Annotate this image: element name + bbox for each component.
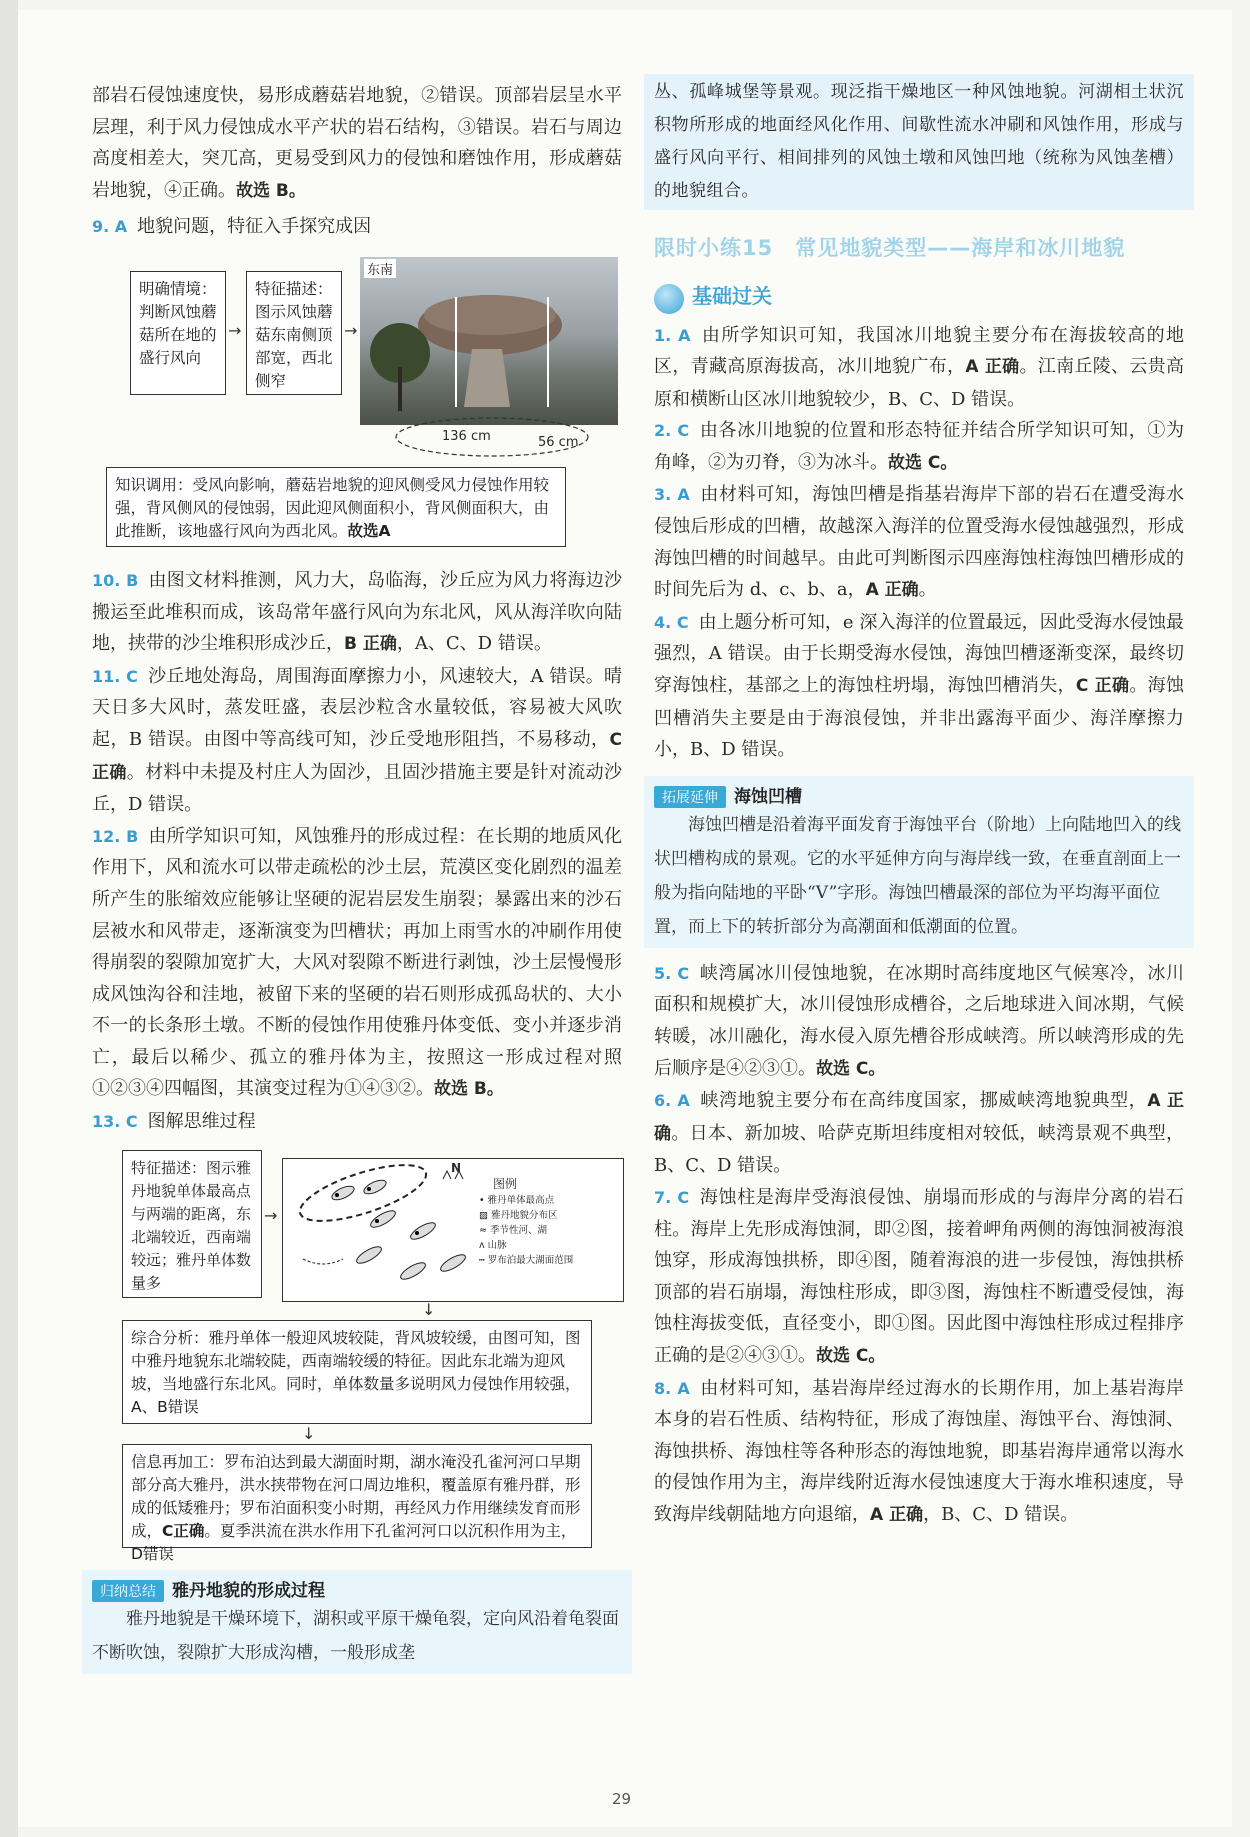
q13-number: 13. C (92, 1112, 138, 1132)
q12: 12. B 由所学知识可知，风蚀雅丹的形成过程：在长期的地质风化作用下，风和流水可以带走疏松的沙土层，荒漠区变化剧烈的温差所产生的胀缩效应能够让坚硬的泥岩层发生崩裂；暴露出来的沙石层被水和风带走，逐渐演变为凹槽状；再加上雨雪水的冲刷作用使得崩裂的裂隙加宽扩大，大风对裂隙不断进行剥蚀，沙土层慢慢形成风蚀沟谷和洼地，被留下来的坚硬的岩石则形成孤岛状的、大小不一的长条形土墩。不断的侵蚀作用使雅丹体变低、变小并逐步消亡，最后以稀少、孤立的雅丹体为主，按照这一形成过程对照①②③④四幅图，其演变过程为①④③②。故选 B。 (92, 825, 622, 1100)
q1: 1. A 由所学知识可知，我国冰川地貌主要分布在海拔较高的地区，青藏高原海拔高，冰川地貌广布，A 正确。江南丘陵、云贵高原和横断山区冰川地貌较少，B、C、D 错误。 (654, 324, 1185, 410)
mushroom-rock-icon (360, 257, 618, 425)
q8: 8. A 由材料可知，基岩海岸经过海水的长期作用，加上基岩海岸本身的岩石性质、结构特征，形成了海蚀崖、海蚀平台、海蚀洞、海蚀拱桥、海蚀柱等各种形态的海蚀地貌，即基岩海岸通常以海水的侵蚀作用为主，海岸线附近海水侵蚀速度大于海水堆积速度，导致海岸线朝陆地方向退缩，A 正确，B、C、D 错误。 (654, 1377, 1184, 1525)
legend-item: ┅ 罗布泊最大湖面范围 (479, 1254, 574, 1266)
summary-text: 雅丹地貌是干燥环境下，湖积或平原干燥龟裂，定向风沿着龟裂面不断吹蚀，裂隙扩大形成沟槽，一般形成垄 (92, 1608, 619, 1663)
q3: 3. A 由材料可知，海蚀凹槽是指基岩海岸下部的岩石在遭受海水侵蚀后形成的凹槽，故越深入海洋的位置受海水侵蚀越强烈，形成海蚀凹槽的时间越早。由此可判断图示四座海蚀柱海蚀凹槽形成的时间先后为 d、c、b、a，A 正确。 (654, 484, 1184, 601)
summary-badge: 归纳总结 (92, 1580, 164, 1602)
answer: C正确 (162, 1521, 205, 1540)
para-top: 部岩石侵蚀速度快，易形成蘑菇岩地貌，②错误。顶部岩层呈水平层理，利于风力侵蚀成水平产状的岩石结构，③错误。岩石与周边高度相差大，突兀高，更易受到风力的侵蚀和磨蚀作用，形成蘑菇岩地貌，④正确。故选 B。 (92, 85, 622, 201)
q9-number: 9. A (92, 217, 128, 237)
q9-box-knowledge: 知识调用：受风向影响，蘑菇岩地貌的迎风侧受风力侵蚀作用较强，背风侧风的侵蚀弱，因此迎风侧面积小，背风侧面积大，由此推断，该地盛行风向为西北风。故选A (106, 467, 566, 547)
q3-number: 3. A (654, 485, 690, 505)
summary-box (82, 1570, 632, 1674)
arrow-right-icon: → (344, 320, 358, 340)
arrow-right-icon: → (228, 320, 242, 340)
q5: 5. C 峡湾属冰川侵蚀地貌，在冰期时高纬度地区气候寒冷，冰川面积和规模扩大，冰川侵蚀形成槽谷，之后地球进入间冰期，气候转暖，冰川融化，海水侵入原先槽谷形成峡湾。所以峡湾形成的先后顺序是④②③①。故选 C。 (654, 962, 1184, 1079)
legend-item: ≈ 季节性河、湖 (479, 1224, 547, 1236)
continued-summary: 丛、孤峰城堡等景观。现泛指干燥地区一种风蚀地貌。河湖相土状沉积物所形成的地面经风化作用、间歇性流水冲刷和风蚀作用，形成与盛行风向平行、相间排列的风蚀土墩和风蚀凹地（统称为风蚀垄槽）的地貌组合。 (644, 74, 1194, 210)
yardang-map-icon (283, 1159, 483, 1299)
section-header: 限时小练15 常见地貌类型——海岸和冰川地貌 (654, 236, 1126, 260)
answer: A 正确 (865, 580, 919, 601)
q13: 13. C 图解思维过程 (92, 1111, 256, 1133)
q8-number: 8. A (654, 1378, 690, 1398)
extension-badge: 拓展延伸 (654, 786, 726, 808)
right-column (654, 80, 1184, 1532)
answer: 故选 B。 (236, 180, 306, 201)
yardang-map (282, 1158, 624, 1302)
q9-box-situation: 明确情境：判断风蚀蘑菇所在地的盛行风向 (130, 271, 226, 395)
extension-text: 海蚀凹槽是沿着海平面发育于海蚀平台（阶地）上向陆地凹入的线状凹槽构成的景观。它的水平延伸方向与海岸线一致，在垂直剖面上一般为指向陆地的平卧“V”字形。海蚀凹槽最深的部位为平均海平面位置，而上下的转折部分为高潮面和低潮面的位置。 (654, 814, 1181, 937)
q4-number: 4. C (654, 612, 689, 632)
legend-item: ▨ 雅丹地貌分布区 (479, 1209, 558, 1221)
q13-diagram (92, 1144, 622, 1563)
extension-title: 海蚀凹槽 (734, 786, 802, 807)
q9-diagram (92, 249, 622, 565)
lightbulb-icon (654, 284, 684, 314)
basic-title: 基础过关 (692, 284, 772, 308)
answer: C 正确 (1075, 676, 1130, 697)
legend-title: 图例 (493, 1176, 518, 1191)
arrow-down-icon: ↓ (422, 1299, 436, 1319)
answer: B 正确 (344, 634, 397, 655)
dimension-label-136: 136 cm (442, 428, 491, 444)
q11: 11. C 沙丘地处海岛，周围海面摩擦力小，风速较大，A 错误。晴天日多大风时，蒸发旺盛，表层沙粒含水量较低，容易被大风吹起，B 错误。由图中等高线可知，沙丘受地形阻挡，不易移动，C 正确。材料中未提及村庄人为固沙，且固沙措施主要是针对流动沙丘，D 错误。 (92, 665, 623, 816)
q1-number: 1. A (654, 325, 691, 345)
extension-box (644, 776, 1194, 948)
dimension-label-56: 56 cm (538, 434, 579, 450)
left-column (92, 80, 622, 1674)
extension-heading (654, 782, 1184, 808)
q13-box-analysis: 综合分析：雅丹单体一般迎风坡较陡，背风坡较缓，由图可知，图中雅丹地貌东北端较陡，西南端较缓的特征。因此东北端为迎风坡，当地盛行东北风。同时，单体数量多说明风力侵蚀作用较强，A、B错误 (122, 1320, 592, 1424)
q10: 10. B 由图文材料推测，风力大，岛临海，沙丘应为风力将海边沙搬运至此堆积而成，该岛常年盛行风向为东北风，风从海洋吹向陆地，挟带的沙尘堆积形成沙丘，B 正确，A、C、D 错误。 (92, 569, 622, 655)
answer: A 正确 (965, 357, 1020, 378)
q13-box-reprocess: 信息再加工：罗布泊达到最大湖面时期，湖水淹没孔雀河河口早期部分高大雅丹，洪水挟带物在河口周边堆积，覆盖原有雅丹群，形成的低矮雅丹；罗布泊面积变小时期，再经风力作用继续发育而形成，C正确。夏季洪流在洪水作用下孔雀河河口以沉积作用为主，D错误 (122, 1444, 592, 1548)
page-number: 29 (612, 1790, 632, 1808)
binding-spine (0, 0, 18, 1837)
arrow-down-icon: ↓ (302, 1423, 316, 1443)
basic-heading (654, 280, 1184, 314)
q9: 9. A 地貌问题，特征入手探究成因 (92, 216, 372, 238)
legend-item: • 雅丹单体最高点 (479, 1194, 555, 1206)
q5-number: 5. C (654, 963, 690, 983)
q11-number: 11. C (92, 666, 138, 686)
q7-number: 7. C (654, 1187, 690, 1207)
arrow-right-icon: → (264, 1205, 278, 1225)
answer: 故选 C。 (888, 452, 958, 473)
answer: 故选A (347, 521, 391, 540)
answer: C 正确 (92, 729, 622, 783)
answer: 故选 B。 (434, 1079, 504, 1100)
q12-number: 12. B (92, 826, 139, 846)
summary-heading (92, 1576, 622, 1602)
answer: A 正确 (870, 1504, 924, 1525)
photo-direction-label: 东南 (364, 259, 396, 278)
q13-box-feature: 特征描述：图示雅丹地貌单体最高点与两端的距离，东北端较近，西南端较远；雅丹单体数量多 (122, 1150, 262, 1298)
q2-number: 2. C (654, 421, 690, 441)
answer: A 正确 (654, 1091, 1185, 1144)
q2: 2. C 由各冰川地貌的位置和形态特征并结合所学知识可知，①为角峰，②为刃脊，③为冰斗。故选 C。 (654, 420, 1184, 473)
legend-item: ʌ 山脉 (479, 1239, 507, 1251)
q4: 4. C 由上题分析可知，e 深入海洋的位置最远，因此受海水侵蚀最强烈，A 错误。由于长期受海水侵蚀，海蚀凹槽逐渐变深，最终切穿海蚀柱，基部之上的海蚀柱坍塌，海蚀凹槽消失，C 正确。海蚀凹槽消失主要是由于海浪侵蚀，并非出露海平面少、海洋摩擦力小，B、D 错误。 (654, 611, 1185, 761)
q10-number: 10. B (92, 570, 139, 590)
mushroom-rock-photo (360, 257, 618, 425)
answer: 故选 C。 (816, 1058, 886, 1079)
legend (479, 1193, 573, 1268)
summary-title: 雅丹地貌的形成过程 (172, 1580, 325, 1601)
answer: 故选 C。 (816, 1345, 886, 1366)
q6: 6. A 峡湾地貌主要分布在高纬度国家，挪威峡湾地貌典型，A 正确。日本、新加坡、哈萨克斯坦纬度相对较低，峡湾景观不典型，B、C、D 错误。 (654, 1090, 1185, 1177)
q6-number: 6. A (654, 1091, 690, 1111)
q9-box-feature: 特征描述：图示风蚀蘑菇东南侧顶部宽，西北侧窄 (246, 271, 342, 395)
q7: 7. C 海蚀柱是海岸受海浪侵蚀、崩塌而形成的与海岸分离的岩石柱。海岸上先形成海蚀洞，即②图，接着岬角两侧的海蚀洞被海浪蚀穿，形成海蚀拱桥，即④图，随着海浪的进一步侵蚀，海蚀拱桥顶部的岩石崩塌，海蚀柱形成，即③图，海蚀柱不断遭受侵蚀，海蚀柱海拔变低，直径变小，即①图。因此图中海蚀柱形成过程排序正确的是②④③①。故选 C。 (654, 1186, 1184, 1366)
north-arrow-icon: N (451, 1160, 462, 1175)
